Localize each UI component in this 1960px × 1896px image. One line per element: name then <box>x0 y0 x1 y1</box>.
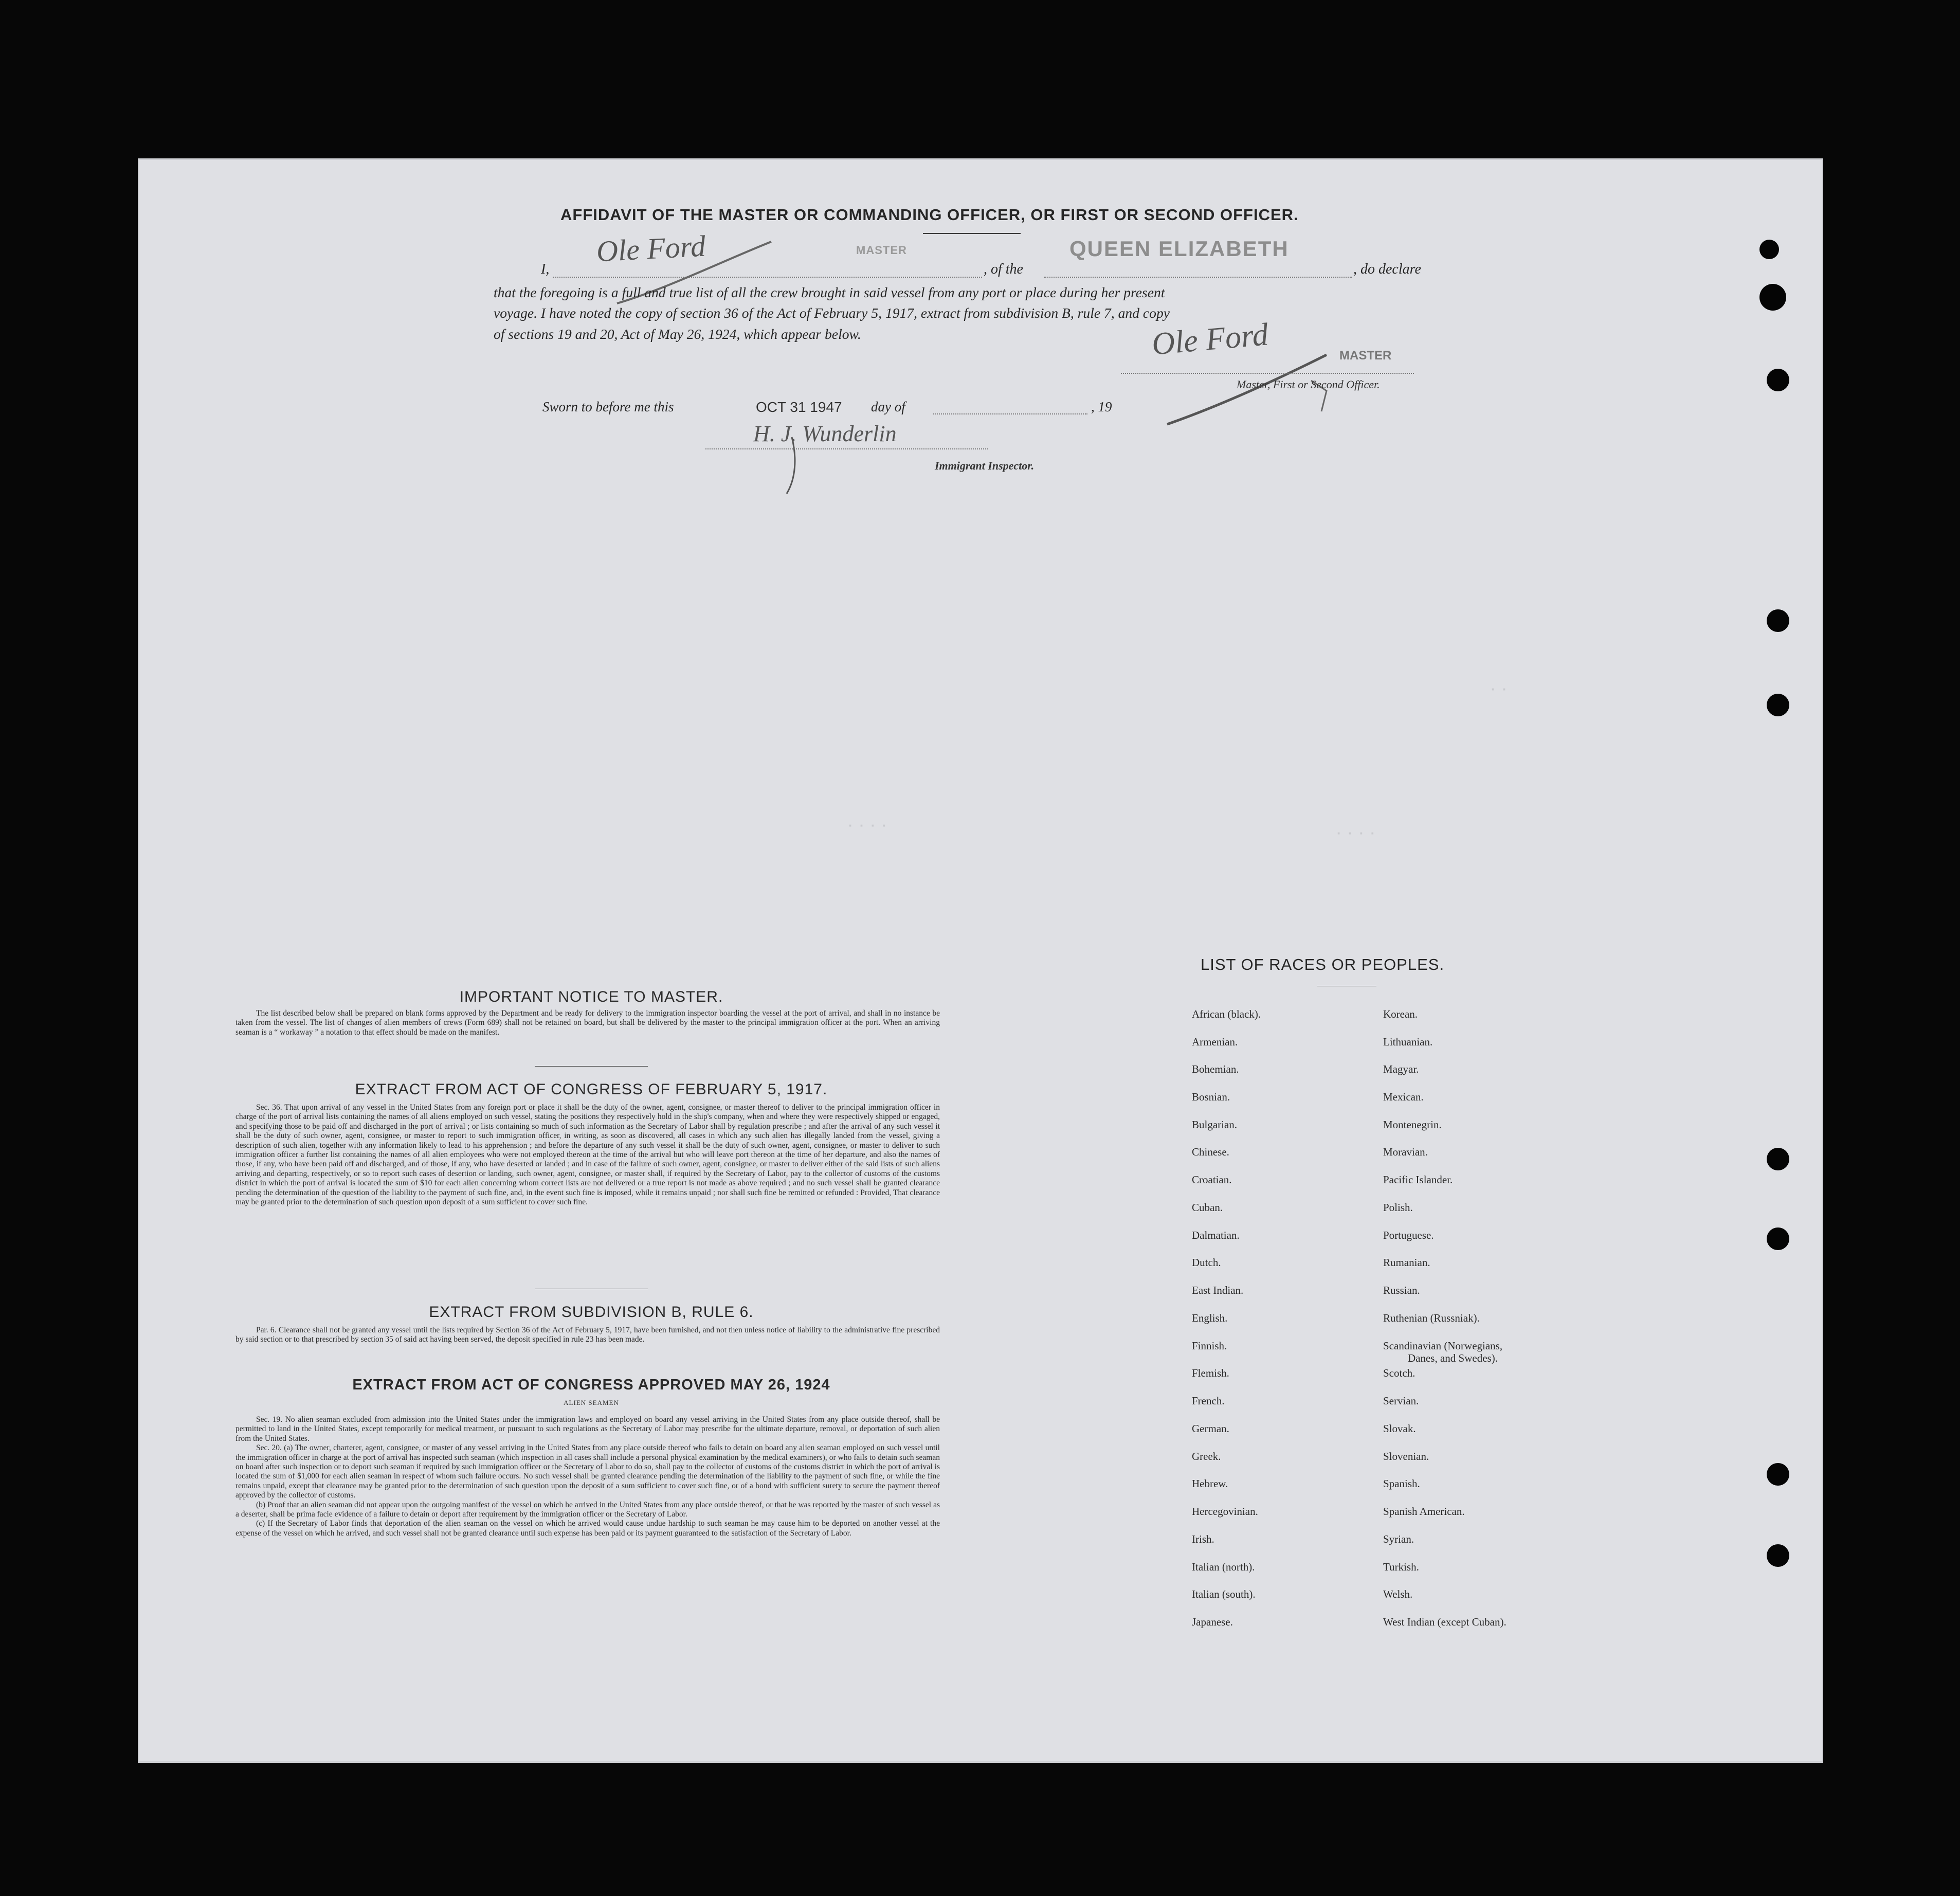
race-item: Bosnian. <box>1192 1091 1230 1103</box>
race-item: Scandinavian (Norwegians, <box>1383 1340 1503 1352</box>
punch-hole <box>1759 240 1779 259</box>
divider <box>535 1066 648 1067</box>
race-item: Scotch. <box>1383 1367 1415 1379</box>
inspector-line <box>705 448 988 449</box>
officer-caption: Master, First or Second Officer. <box>1237 378 1380 391</box>
race-item: Dalmatian. <box>1192 1229 1240 1241</box>
of-the-label: , of the <box>984 261 1023 277</box>
extract-1924-title: EXTRACT FROM ACT OF CONGRESS APPROVED MAY 26, 1924 <box>352 1377 830 1393</box>
master-stamp: MASTER <box>856 244 907 257</box>
race-item: Pacific Islander. <box>1383 1173 1453 1186</box>
race-item: East Indian. <box>1192 1284 1244 1296</box>
race-item: Cuban. <box>1192 1201 1223 1214</box>
extract-1924-subtitle: ALIEN SEAMEN <box>564 1399 619 1406</box>
section-19: Sec. 19. No alien seaman excluded from admission into the United States under the immigration laws and employed on board any vessel arriving in the United States from any place outside thereof, shall be permitted to land in the United States, except temporarily for medical treatment, or pursuant to such regulations as the Secretary of Labor may prescribe for the ultimate departure, removal, or deportation of such alien from the United States. <box>235 1415 940 1443</box>
race-item: Flemish. <box>1192 1367 1229 1379</box>
race-item: Italian (south). <box>1192 1588 1256 1600</box>
section-20c: (c) If the Secretary of Labor finds that deportation of the alien seaman on the vessel on which he arrived would cause undue hardship to such seaman he may cause him to be deported on another vessel at the expense of the vessel on which he arrived, and such vessel shall not be granted clearance until such expense has been paid or its payment guaranteed to the satisfaction of the Secretary of Labor. <box>235 1519 940 1538</box>
race-item: Turkish. <box>1383 1561 1419 1573</box>
race-item: Magyar. <box>1383 1063 1419 1075</box>
punch-hole <box>1767 609 1789 632</box>
race-item: Danes, and Swedes). <box>1408 1352 1498 1364</box>
race-item: Russian. <box>1383 1284 1420 1296</box>
race-item: Rumanian. <box>1383 1256 1430 1269</box>
punch-hole <box>1767 1463 1789 1486</box>
race-item: German. <box>1192 1422 1229 1435</box>
affidavit-body-line2: voyage. I have noted the copy of section 36 of the Act of February 5, 1917, extract from subdivision B, rule 7, and copy <box>494 305 1170 321</box>
extract-1924-body <box>235 1415 940 1538</box>
subdivision-title: EXTRACT FROM SUBDIVISION B, RULE 6. <box>429 1304 754 1321</box>
subdivision-text: Par. 6. Clearance shall not be granted any vessel until the lists required by Section 36 of the Act of February 5, 1917, have been furnished, and not then unless notice of liability to the administrative fine prescribed by said section or to that prescribed by section 35 of said act having been served, the deposit specified in rule 23 has been made. <box>235 1326 940 1344</box>
i-label: I, <box>541 261 550 277</box>
race-item: Finnish. <box>1192 1340 1227 1352</box>
race-item: Servian. <box>1383 1395 1419 1407</box>
affidavit-title: AFFIDAVIT OF THE MASTER OR COMMANDING OFFICER, OR FIRST OR SECOND OFFICER. <box>560 206 1299 224</box>
month-line <box>933 413 1087 414</box>
extract-1917-title: EXTRACT FROM ACT OF CONGRESS OF FEBRUARY 5, 1917. <box>355 1081 828 1098</box>
race-item: Portuguese. <box>1383 1229 1434 1241</box>
race-item: Hebrew. <box>1192 1477 1228 1490</box>
race-item: Chinese. <box>1192 1146 1229 1158</box>
punch-hole <box>1767 1148 1789 1170</box>
race-item: Bohemian. <box>1192 1063 1239 1075</box>
inspector-signature: H. J. Wunderlin <box>753 421 897 446</box>
vessel-name: QUEEN ELIZABETH <box>1069 237 1289 261</box>
race-item: African (black). <box>1192 1008 1261 1020</box>
year-label: , 19 <box>1091 399 1112 414</box>
punch-hole <box>1759 284 1786 311</box>
race-item: Slovak. <box>1383 1422 1416 1435</box>
title-divider <box>923 233 1021 234</box>
race-item: Japanese. <box>1192 1616 1233 1628</box>
master-signature: Ole Ford <box>595 229 706 268</box>
section-20b: (b) Proof that an alien seaman did not appear upon the outgoing manifest of the vessel on which he arrived in the United States from any place outside thereof, or that he was reported by the master of such vessel as a deserter, shall be prima facie evidence of a failure to detain or deport after requirement by the immigration officer or the Secretary of Labor. <box>235 1500 940 1519</box>
race-item: Hercegovinian. <box>1192 1505 1258 1518</box>
inspector-signature-stroke <box>782 432 812 499</box>
inspector-caption: Immigrant Inspector. <box>935 459 1035 472</box>
races-title: LIST OF RACES OR PEOPLES. <box>1201 955 1445 973</box>
punch-hole <box>1767 1227 1789 1250</box>
race-item: Spanish American. <box>1383 1505 1465 1518</box>
punch-hole <box>1767 369 1789 391</box>
vessel-line <box>1044 277 1352 278</box>
race-item: Polish. <box>1383 1201 1413 1214</box>
punch-hole <box>1767 1544 1789 1567</box>
day-of-label: day of <box>871 399 905 414</box>
race-item: French. <box>1192 1395 1225 1407</box>
master-signature-2: Ole Ford <box>1150 317 1270 362</box>
race-item: Ruthenian (Russniak). <box>1383 1312 1480 1324</box>
race-item: Croatian. <box>1192 1173 1232 1186</box>
notice-text: The list described below shall be prepared on blank forms approved by the Department and be ready for delivery to the immigration inspector boarding the vessel at the port of arrival, and shall in no instance be taken from the vessel. The list of changes of alien members of crews (Form 689) shall not be retained on board, but shall be delivered by the master to the principal immigration officer at the port. When an arriving seaman is a “ workaway ” a notation to that effect should be made on the manifest. <box>235 1009 940 1037</box>
sworn-date-stamp: OCT 31 1947 <box>756 399 842 415</box>
race-item: Lithuanian. <box>1383 1036 1433 1048</box>
race-item: Welsh. <box>1383 1588 1413 1600</box>
race-item: Slovenian. <box>1383 1450 1429 1462</box>
race-item: Armenian. <box>1192 1036 1238 1048</box>
section-20a: Sec. 20. (a) The owner, charterer, agent, consignee, or master of any vessel arriving in the United States from any place outside thereof who fails to detain on board any alien seaman employed on such vessel until the immigration officer in charge at the port of arrival has inspected such seaman (which inspection in all cases shall include a personal physical examination by the medical examiners), or who fails to detain such seaman on board after such inspection or to deport such seaman if required by such immigration officer or the Secretary of Labor to do so, shall pay to the collector of customs of the customs district in which the port of arrival is located the sum of $1,000 for each alien seaman in respect of whom such failure occurs. No such vessel shall be granted clearance pending the determination of the liability to the payment of such fine, or while the fine remains unpaid, except that clearance may be granted prior to the determination of such question upon the deposit of a sum sufficient to cover such fine, or of a bond with sufficient surety to secure the payment thereof approved by the collector of customs. <box>235 1443 940 1500</box>
do-declare-label: , do declare <box>1353 261 1421 277</box>
race-item: Italian (north). <box>1192 1561 1255 1573</box>
officer-signature-line <box>1121 373 1414 374</box>
race-item: Syrian. <box>1383 1533 1414 1545</box>
race-item: Dutch. <box>1192 1256 1221 1269</box>
race-item: Irish. <box>1192 1533 1214 1545</box>
master-stamp-2: MASTER <box>1339 349 1392 363</box>
affidavit-body-line3: of sections 19 and 20, Act of May 26, 1924, which appear below. <box>494 326 861 342</box>
race-item: Spanish. <box>1383 1477 1420 1490</box>
extract-1917-text: Sec. 36. That upon arrival of any vessel in the United States from any foreign port or place it shall be the duty of the owner, agent, consignee, or master thereof to deliver to the principal immigration officer in charge of the port of arrival lists containing the names of all aliens employed on such vessel, stating the positions they respectively hold in the ship's company, when and where they were respectively shipped or engaged, and specifying those to be paid off and discharged in the port of arrival ; or lists containing so much of such information as the Secretary of Labor shall by regulation prescribe ; and after the arrival of any such vessel it shall be the duty of such owner, agent, consignee, or master to report to such immigration officer, in writing, as soon as discovered, all cases in which any such alien has illegally landed from the vessel, giving a description of such alien, together with any information likely to lead to his apprehension ; and before the departure of any such vessel it shall be the duty of such owner, agent, consignee, or master to deliver to such immigration officer a further list containing the names of all alien employees who were not employed thereon at the time of the arrival but who will leave port thereon at the time of her departure, and also the names of those, if any, who have been paid off and discharged, and of those, if any, who have deserted or landed ; and in case of the failure of such owner, agent, consignee, or master to deliver either of the said lists of such aliens arriving and departing, respectively, or so to report such cases of desertion or landing, such owner, agent, consignee, or master shall, if required by the Secretary of Labor, pay to the collector of customs of the customs district in which the port of arrival is located the sum of $10 for each alien concerning whom correct lists are not delivered or a true report is not made as above required ; and no such vessel shall be granted clearance pending the determination of the question of the liability to the payment of such fine, and, in the event such fine is imposed, while it remains unpaid ; nor shall such fine be remitted or refunded : Provided, That clearance may be granted prior to the determination of such question upon deposit of a sum sufficient to cover such fine. <box>235 1103 940 1207</box>
sworn-label: Sworn to before me this <box>542 399 674 414</box>
race-item: Montenegrin. <box>1383 1118 1442 1131</box>
race-item: Mexican. <box>1383 1091 1424 1103</box>
race-item: West Indian (except Cuban). <box>1383 1616 1507 1628</box>
race-item: Korean. <box>1383 1008 1418 1020</box>
race-item: Bulgarian. <box>1192 1118 1238 1131</box>
notice-title: IMPORTANT NOTICE TO MASTER. <box>459 988 723 1005</box>
race-item: Greek. <box>1192 1450 1221 1462</box>
affidavit-body-line1: that the foregoing is a full and true list of all the crew brought in said vessel from any port or place during her present <box>494 284 1165 300</box>
race-item: English. <box>1192 1312 1228 1324</box>
punch-hole <box>1767 694 1789 716</box>
race-item: Moravian. <box>1383 1146 1428 1158</box>
